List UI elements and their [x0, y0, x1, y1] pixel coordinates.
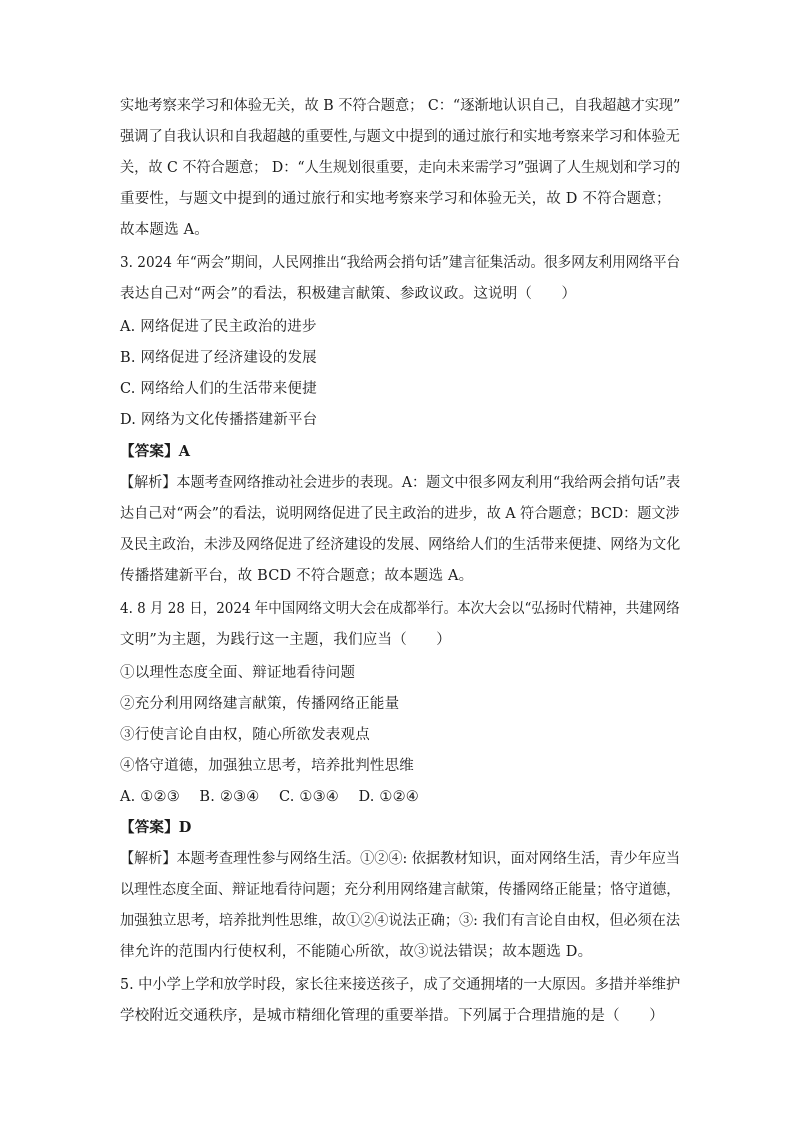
text-line: 重要性，与题文中提到的通过旅行和实地考察来学习和体验无关，故 D 不符合题意；: [120, 191, 671, 207]
text-line: 关，故 C 不符合题意； D：“人生规划很重要，走向未来需学习”强调了人生规划和学习的: [120, 160, 681, 176]
question-3-analysis: 达自己对“两会”的看法，说明网络促进了民主政治的进步，故 A 符合题意；BCD：题文涉: [120, 506, 680, 522]
question-4-analysis: 加强独立思考，培养批判性思维，故①②④说法正确；③: 我们有言论自由权，但必须在法: [120, 913, 681, 929]
question-4-options: A. ①②③ B. ②③④ C. ①③④ D. ①②④: [120, 789, 420, 805]
question-4-analysis: 以理性态度全面、辩证地看待问题；充分利用网络建言献策，传播网络正能量；恪守道德，: [120, 882, 681, 898]
question-3-stem: 表达自己对“两会”的看法，积极建言献策、参政议政。这说明（ ）: [120, 286, 577, 302]
question-3-option-a: A. 网络促进了民主政治的进步: [120, 319, 317, 335]
question-4-statement-4: ④恪守道德，加强独立思考，培养批判性思维: [120, 758, 414, 774]
question-4-statement-3: ③行使言论自由权，随心所欲发表观点: [120, 727, 370, 743]
text-line: 实地考察来学习和体验无关，故 B 不符合题意； C：“逐渐地认识自己，自我超越才实现”: [120, 98, 681, 114]
question-3-answer: 【答案】A: [120, 443, 191, 460]
question-4-answer: 【答案】D: [120, 819, 192, 836]
question-4-analysis: 律允许的范围内行使权利，不能随心所欲，故③说法错误；故本题选 D。: [120, 944, 593, 960]
question-4-stem: 文明”为主题，为践行这一主题，我们应当（ ）: [120, 632, 452, 648]
question-3-stem: 3. 2024 年“两会”期间，人民网推出“我给两会捎句话”建言征集活动。很多网友利用网络平台: [120, 255, 681, 271]
question-4-statement-2: ②充分利用网络建言献策，传播网络正能量: [120, 696, 400, 712]
question-3-analysis: 及民主政治，未涉及网络促进了经济建设的发展、网络给人们的生活带来便捷、网络为文化: [120, 537, 681, 553]
question-3-option-d: D. 网络为文化传播搭建新平台: [120, 412, 318, 428]
text-line: 故本题选 A。: [120, 222, 209, 238]
question-4-statement-1: ①以理性态度全面、辩证地看待问题: [120, 665, 356, 681]
question-3-option-b: B. 网络促进了经济建设的发展: [120, 350, 317, 366]
question-5-stem: 5. 中小学上学和放学时段，家长往来接送孩子，成了交通拥堵的一大原因。多措并举维护: [120, 977, 681, 993]
question-4-analysis: 【解析】本题考查理性参与网络生活。①②④: 依据教材知识，面对网络生活，青少年应当: [120, 851, 681, 867]
question-4-stem: 4. 8 月 28 日，2024 年中国网络文明大会在成都举行。本次大会以“弘扬时代精神，共建网络: [120, 601, 680, 617]
question-5-stem: 学校附近交通秩序，是城市精细化管理的重要举措。下列属于合理措施的是（ ）: [120, 1008, 664, 1024]
question-3-option-c: C. 网络给人们的生活带来便捷: [120, 381, 317, 397]
text-line: 强调了自我认识和自我超越的重要性,与题文中提到的通过旅行和实地考察来学习和体验无: [120, 129, 680, 145]
question-3-analysis: 【解析】本题考查网络推动社会进步的表现。A：题文中很多网友利用“我给两会捎句话”表: [120, 475, 681, 491]
question-3-analysis: 传播搭建新平台，故 BCD 不符合题意；故本题选 A。: [120, 568, 474, 584]
